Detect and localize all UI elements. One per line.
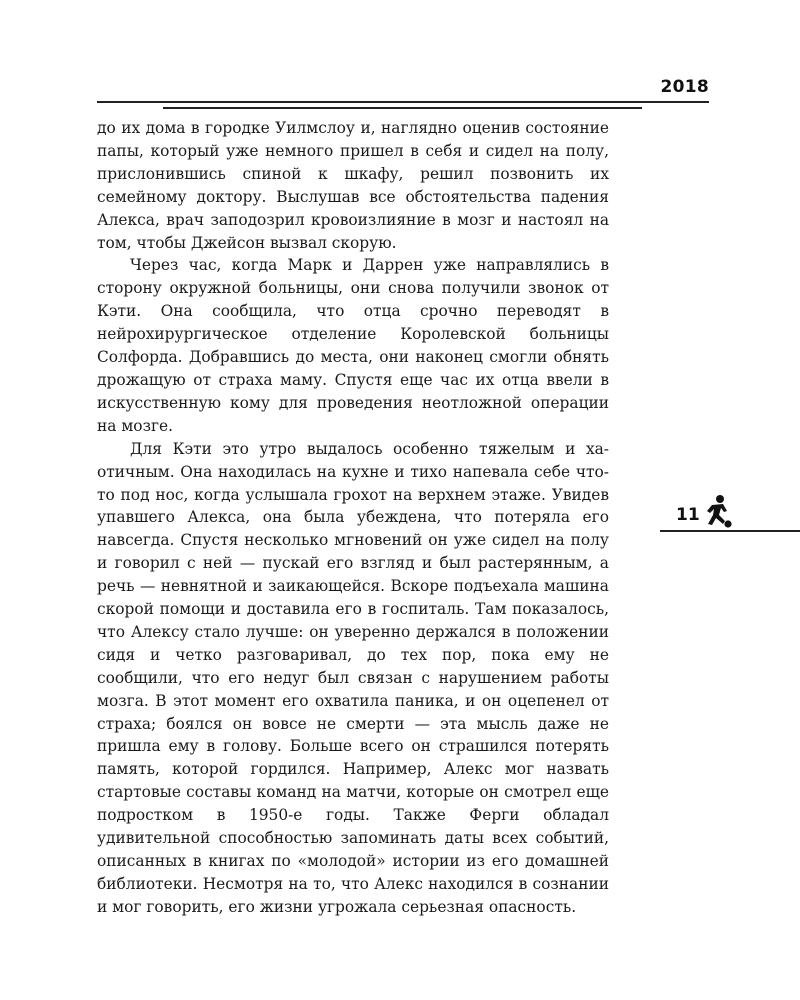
header-year: 2018 (660, 77, 709, 97)
paragraph-3: Для Кэти это утро выдалось особенно тяжелым и хаотичным. Она находилась на кухне и тихо напевала себе что-то под нос, когда услышала грохот на верхнем этаже. Увидев упавшего Алекса, она была убеждена, что потеряла его навсегда. Спустя несколько мгновений он уже сидел на полу и говорил с ней — пускай его взгляд и был растерянным, а речь — невнятной и заикающейся. Вскоре подъехала машина скорой помощи и доставила его в госпиталь. Там показалось, что Алексу стало лучше: он уверенно держался в положении сидя и четко разговаривал, до тех пор, пока ему не сообщили, что его недуг был связан с нарушением работы мозга. В этот момент его охватила паника, и он оцепенел от страха; боялся он вовсе не смерти — эта мысль даже не пришла ему в голову. Больше всего он страшился потерять память, которой гордился. Например, Алекс мог назвать стартовые составы команд на матчи, которые он смотрел еще подростком в 1950-е годы. Также Ферги обладал удивительной способностью запоминать даты всех событий, описанных в книгах по «молодой» истории из его домашней библиотеки. Несмотря на то, что Алекс находился в сознании и мог говорить, его жизни угрожала серьезная опасность. (97, 439, 609, 916)
body-text (97, 117, 609, 919)
page-number-rule (660, 530, 800, 532)
football-player-icon (701, 494, 733, 530)
header-subrule (163, 107, 642, 109)
page-number: 11 (676, 505, 700, 525)
page-number-tab (660, 494, 800, 534)
paragraph-2: Через час, когда Марк и Даррен уже направлялись в сторону окружной больницы, они снова получили звонок от Кэти. Она сообщила, что отца срочно переводят в нейрохирургическое отделение Королевской больницы Солфорда. Добравшись до места, они наконец смогли обнять дрожащую от страха маму. Спустя еще час их отца ввели в искусственную кому для проведения неотложной операции на мозге. (97, 256, 609, 435)
paragraph-1: до их дома в городке Уилмслоу и, наглядно оценив состояние папы, который уже немного пришел в себя и сидел на полу, прислонившись спиной к шкафу, решил позвонить их семейному доктору. Выслушав все обстоятельства падения Алекса, врач заподозрил кровоизлияние в мозг и настоял на том, чтобы Джейсон вызвал скорую. (97, 119, 609, 252)
header-rule (97, 101, 709, 103)
